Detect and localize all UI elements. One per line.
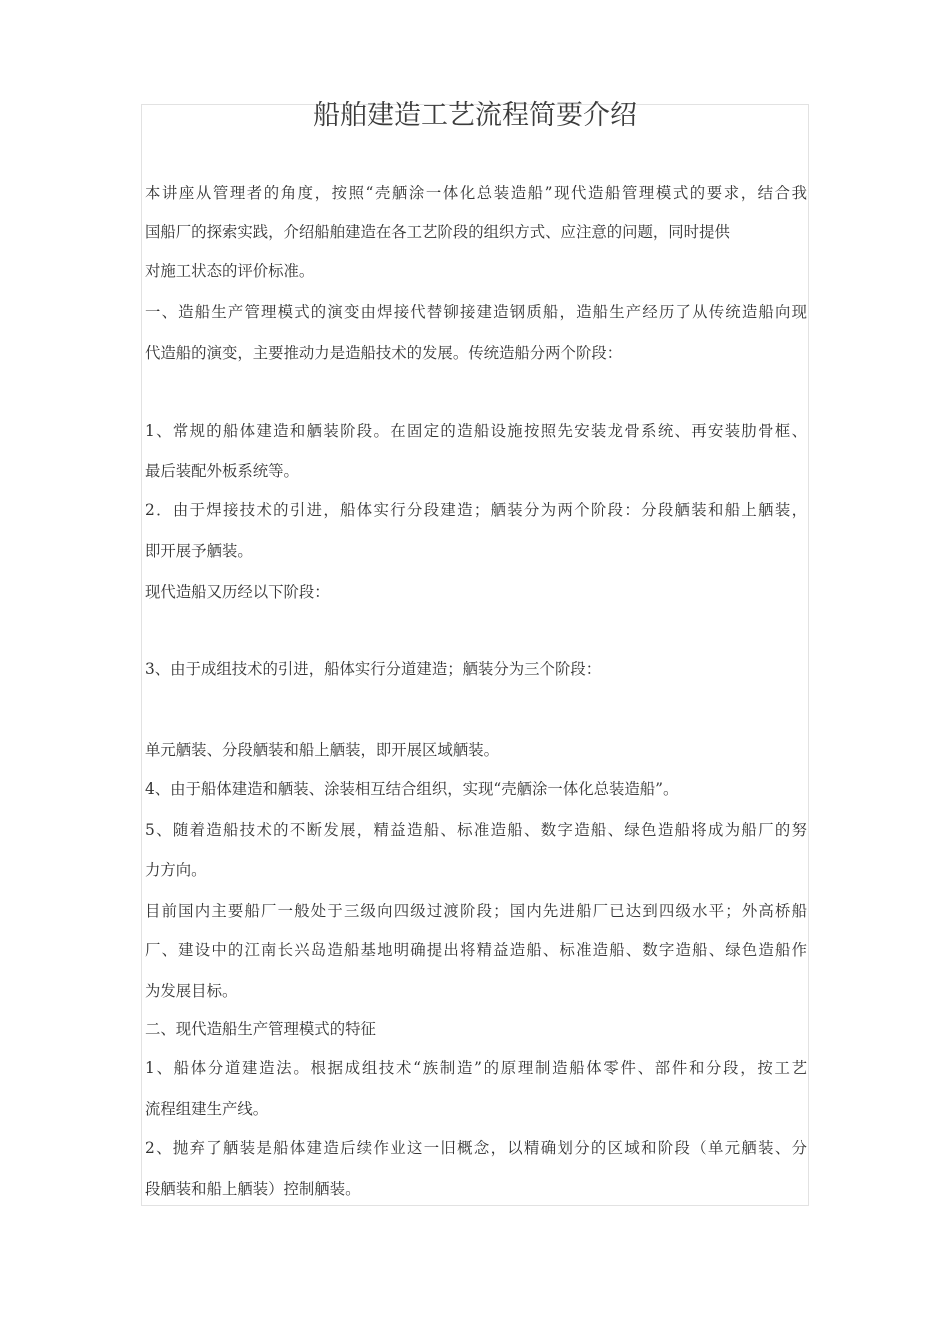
paragraph-line: 目前国内主要船厂一般处于三级向四级过渡阶段；国内先进船厂已达到四级水平；外高桥船	[145, 902, 807, 920]
paragraph-line: 现代造船又历经以下阶段：	[145, 583, 330, 601]
paragraph-line: 即开展予舾装。	[145, 542, 253, 560]
paragraph-line: 国船厂的探索实践，介绍船舶建造在各工艺阶段的组织方式、应注意的问题，同时提供	[145, 223, 730, 241]
document-title: 船舶建造工艺流程简要介绍	[313, 100, 637, 131]
paragraph-line: 流程组建生产线。	[145, 1100, 269, 1118]
section-heading: 二、现代造船生产管理模式的特征	[145, 1020, 376, 1038]
paragraph-line: 3、由于成组技术的引进，船体实行分道建造；舾装分为三个阶段：	[145, 660, 602, 678]
paragraph-line: 2．由于焊接技术的引进，船体实行分段建造；舾装分为两个阶段：分段舾装和船上舾装，	[145, 501, 807, 519]
paragraph-line: 单元舾装、分段舾装和船上舾装，即开展区域舾装。	[145, 741, 499, 759]
paragraph-line: 5、随着造船技术的不断发展，精益造船、标准造船、数字造船、绿色造船将成为船厂的努	[145, 821, 807, 839]
paragraph-line: 为发展目标。	[145, 982, 238, 1000]
paragraph-line: 段舾装和船上舾装）控制舾装。	[145, 1180, 361, 1198]
paragraph-line: 一、造船生产管理模式的演变由焊接代替铆接建造钢质船，造船生产经历了从传统造船向现	[145, 303, 807, 321]
paragraph-line: 1、船体分道建造法。根据成组技术“族制造”的原理制造船体零件、部件和分段，按工艺	[145, 1059, 807, 1077]
paragraph-line: 1、常规的船体建造和舾装阶段。在固定的造船设施按照先安装龙骨系统、再安装肋骨框、	[145, 422, 807, 440]
paragraph-line: 4、由于船体建造和舾装、涂装相互结合组织，实现“壳舾涂一体化总装造船”。	[145, 780, 679, 798]
paragraph-line: 本讲座从管理者的角度，按照“壳舾涂一体化总装造船”现代造船管理模式的要求，结合我	[145, 184, 807, 202]
paragraph-line: 对施工状态的评价标准。	[145, 262, 315, 280]
paragraph-line: 力方向。	[145, 861, 207, 879]
paragraph-line: 厂、建设中的江南长兴岛造船基地明确提出将精益造船、标准造船、数字造船、绿色造船作	[145, 941, 807, 959]
paragraph-line: 最后装配外板系统等。	[145, 462, 299, 480]
paragraph-line: 代造船的演变，主要推动力是造船技术的发展。传统造船分两个阶段：	[145, 344, 623, 362]
paragraph-line: 2、抛弃了舾装是船体建造后续作业这一旧概念，以精确划分的区域和阶段（单元舾装、分	[145, 1139, 807, 1157]
